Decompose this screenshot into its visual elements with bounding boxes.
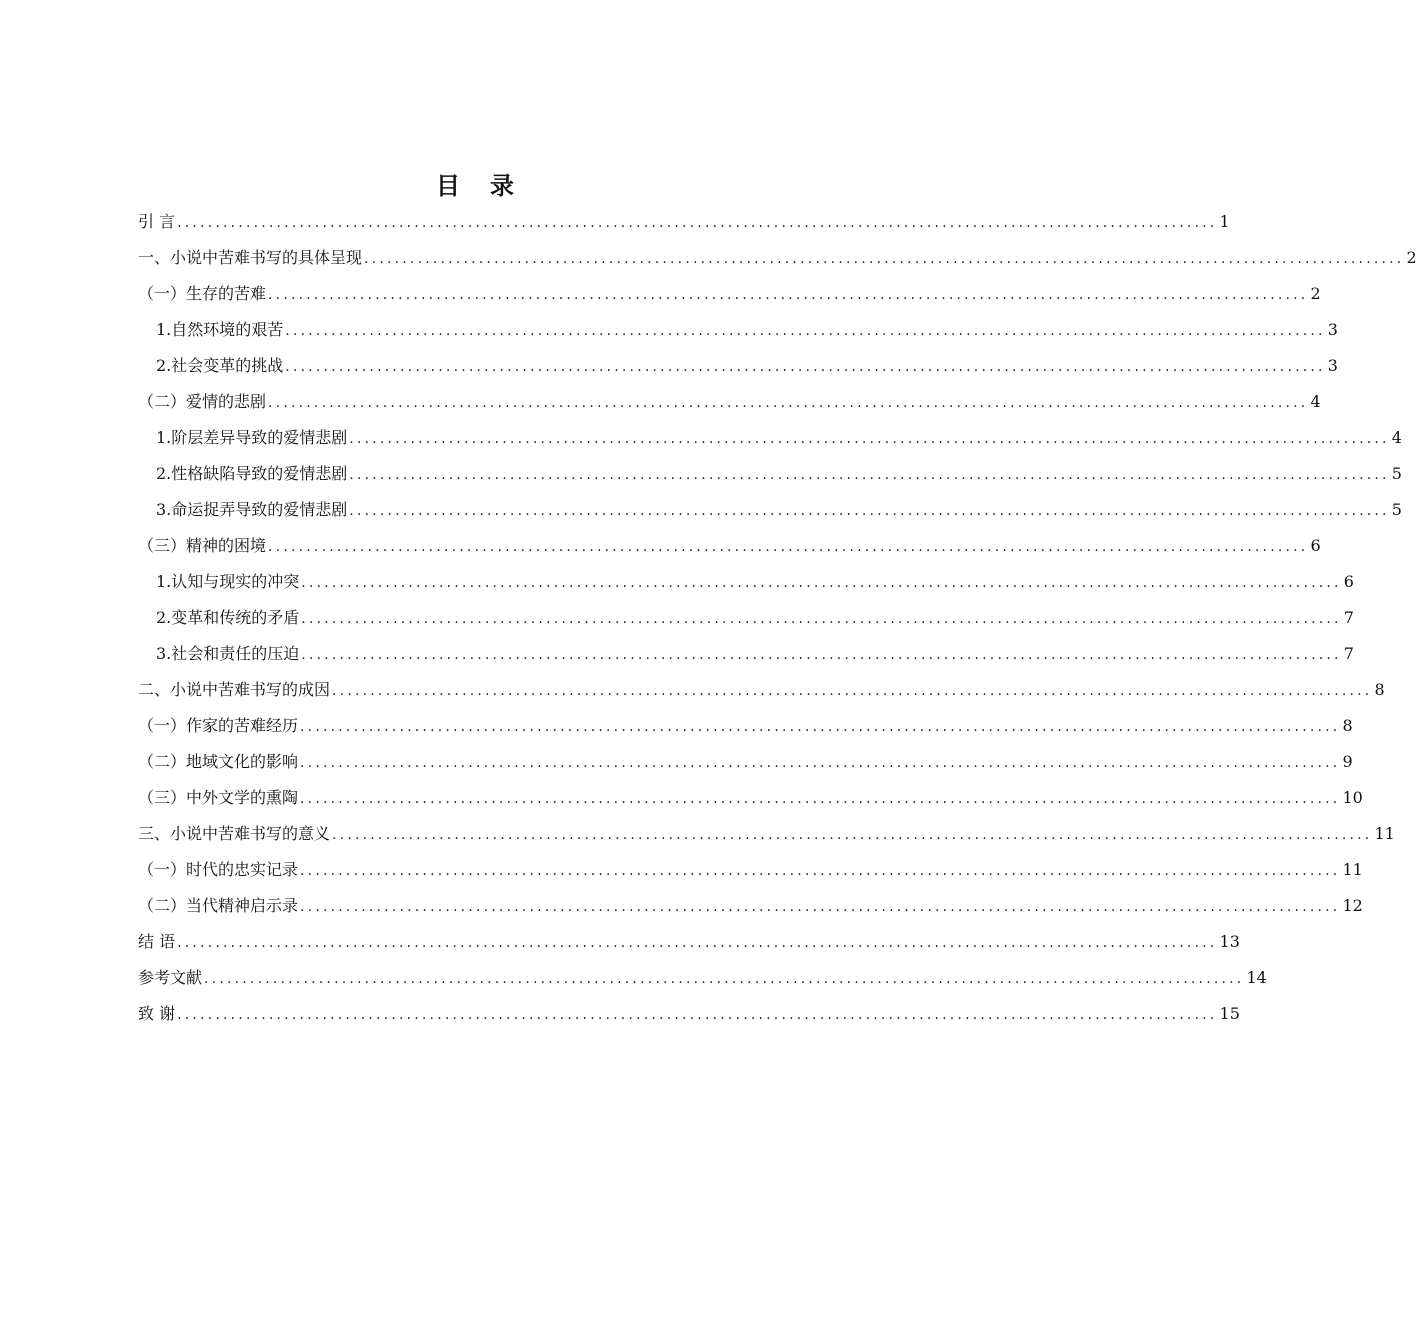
toc-entry[interactable]: [138, 276, 1321, 312]
toc-leader-dots: ........................................................................................................................................: [268, 395, 1309, 411]
toc-entry[interactable]: [138, 816, 1395, 852]
toc-entry-page: 8: [1374, 680, 1385, 699]
toc-entry[interactable]: [138, 492, 1402, 528]
toc-entry-page: 7: [1343, 644, 1354, 663]
toc-entry-page: 10: [1342, 788, 1363, 807]
toc-entry-label: （三）精神的困境: [138, 536, 267, 555]
toc-entry-page: 5: [1391, 500, 1402, 519]
toc-entry-label: （三）中外文学的熏陶: [138, 788, 299, 807]
toc-title: [0, 168, 950, 204]
toc-entry-label: （一）作家的苦难经历: [138, 716, 299, 735]
toc-leader-dots: ........................................................................................................................................: [349, 503, 1390, 519]
toc-entry[interactable]: [138, 636, 1354, 672]
toc-entry-page: 4: [1391, 428, 1402, 447]
toc-entry-page: 14: [1246, 968, 1267, 987]
toc-entry-page: 6: [1310, 536, 1321, 555]
toc-leader-dots: ........................................................................................................................................: [177, 935, 1218, 951]
toc-entry[interactable]: [138, 672, 1385, 708]
toc-leader-dots: ........................................................................................................................................: [268, 539, 1309, 555]
toc-entry-label: 3.命运捉弄导致的爱情悲剧: [156, 500, 348, 519]
toc-title-char-2: 录: [490, 172, 514, 200]
toc-leader-dots: ........................................................................................................................................: [177, 1007, 1218, 1023]
toc-entry[interactable]: [138, 564, 1354, 600]
toc-entry-label: 引 言: [138, 212, 176, 231]
toc-entry[interactable]: [138, 924, 1240, 960]
toc-entry-page: 2: [1310, 284, 1321, 303]
toc-entry-label: 一、小说中苦难书写的具体呈现: [138, 248, 363, 267]
toc-entry[interactable]: [138, 708, 1353, 744]
toc-entry-label: （一）时代的忠实记录: [138, 860, 299, 879]
toc-entry-label: 1.认知与现实的冲突: [156, 572, 300, 591]
toc-leader-dots: ........................................................................................................................................: [332, 683, 1373, 699]
toc-entry-page: 11: [1374, 824, 1395, 843]
toc-leader-dots: ........................................................................................................................................: [177, 215, 1218, 231]
toc-leader-dots: ........................................................................................................................................: [364, 251, 1405, 267]
toc-entry-page: 11: [1342, 860, 1363, 879]
toc-entry-page: 6: [1343, 572, 1354, 591]
table-of-contents: [138, 204, 1417, 1032]
toc-entry-page: 3: [1327, 356, 1338, 375]
toc-leader-dots: ........................................................................................................................................: [300, 791, 1341, 807]
toc-entry-label: 1.阶层差异导致的爱情悲剧: [156, 428, 348, 447]
toc-leader-dots: ........................................................................................................................................: [268, 287, 1309, 303]
toc-entry[interactable]: [138, 384, 1321, 420]
toc-entry-page: 4: [1310, 392, 1321, 411]
toc-entry[interactable]: [138, 528, 1321, 564]
toc-entry[interactable]: [138, 960, 1267, 996]
toc-entry[interactable]: [138, 312, 1338, 348]
toc-entry-label: 3.社会和责任的压迫: [156, 644, 300, 663]
toc-leader-dots: ........................................................................................................................................: [300, 899, 1341, 915]
toc-leader-dots: ........................................................................................................................................: [285, 359, 1326, 375]
toc-entry-page: 7: [1343, 608, 1354, 627]
toc-entry-page: 8: [1342, 716, 1353, 735]
toc-title-char-1: 目: [436, 172, 460, 200]
toc-entry-page: 2: [1406, 248, 1417, 267]
toc-entry-page: 1: [1219, 212, 1230, 231]
toc-entry[interactable]: [138, 780, 1363, 816]
toc-leader-dots: ........................................................................................................................................: [301, 647, 1342, 663]
toc-entry[interactable]: [138, 996, 1240, 1032]
toc-entry-label: （二）地域文化的影响: [138, 752, 299, 771]
toc-leader-dots: ........................................................................................................................................: [285, 323, 1326, 339]
toc-leader-dots: ........................................................................................................................................: [332, 827, 1373, 843]
toc-leader-dots: ........................................................................................................................................: [300, 719, 1341, 735]
toc-entry[interactable]: [138, 456, 1402, 492]
toc-entry-page: 3: [1327, 320, 1338, 339]
toc-entry-page: 13: [1219, 932, 1240, 951]
toc-entry-label: （一）生存的苦难: [138, 284, 267, 303]
toc-entry-label: 三、小说中苦难书写的意义: [138, 824, 331, 843]
toc-leader-dots: ........................................................................................................................................: [349, 467, 1390, 483]
toc-leader-dots: ........................................................................................................................................: [301, 611, 1342, 627]
toc-leader-dots: ........................................................................................................................................: [300, 863, 1341, 879]
toc-entry[interactable]: [138, 744, 1353, 780]
toc-entry-label: （二）当代精神启示录: [138, 896, 299, 915]
toc-leader-dots: ........................................................................................................................................: [300, 755, 1341, 771]
toc-leader-dots: ........................................................................................................................................: [204, 971, 1245, 987]
toc-entry-label: 结 语: [138, 932, 176, 951]
toc-entry-label: 2.社会变革的挑战: [156, 356, 284, 375]
toc-entry-page: 15: [1219, 1004, 1240, 1023]
toc-entry-label: 致 谢: [138, 1004, 176, 1023]
toc-entry[interactable]: [138, 888, 1363, 924]
toc-leader-dots: ........................................................................................................................................: [349, 431, 1390, 447]
toc-entry-label: 1.自然环境的艰苦: [156, 320, 284, 339]
toc-entry-label: 2.性格缺陷导致的爱情悲剧: [156, 464, 348, 483]
toc-entry-page: 9: [1342, 752, 1353, 771]
toc-entry[interactable]: [138, 348, 1338, 384]
toc-entry-page: 5: [1391, 464, 1402, 483]
toc-entry-label: 2.变革和传统的矛盾: [156, 608, 300, 627]
toc-entry-page: 12: [1342, 896, 1363, 915]
toc-entry[interactable]: [138, 204, 1230, 240]
toc-entry-label: 二、小说中苦难书写的成因: [138, 680, 331, 699]
toc-entry[interactable]: [138, 600, 1354, 636]
toc-leader-dots: ........................................................................................................................................: [301, 575, 1342, 591]
toc-entry[interactable]: [138, 852, 1363, 888]
toc-entry-label: （二）爱情的悲剧: [138, 392, 267, 411]
toc-entry[interactable]: [138, 240, 1417, 276]
toc-entry[interactable]: [138, 420, 1402, 456]
toc-entry-label: 参考文献: [138, 968, 203, 987]
